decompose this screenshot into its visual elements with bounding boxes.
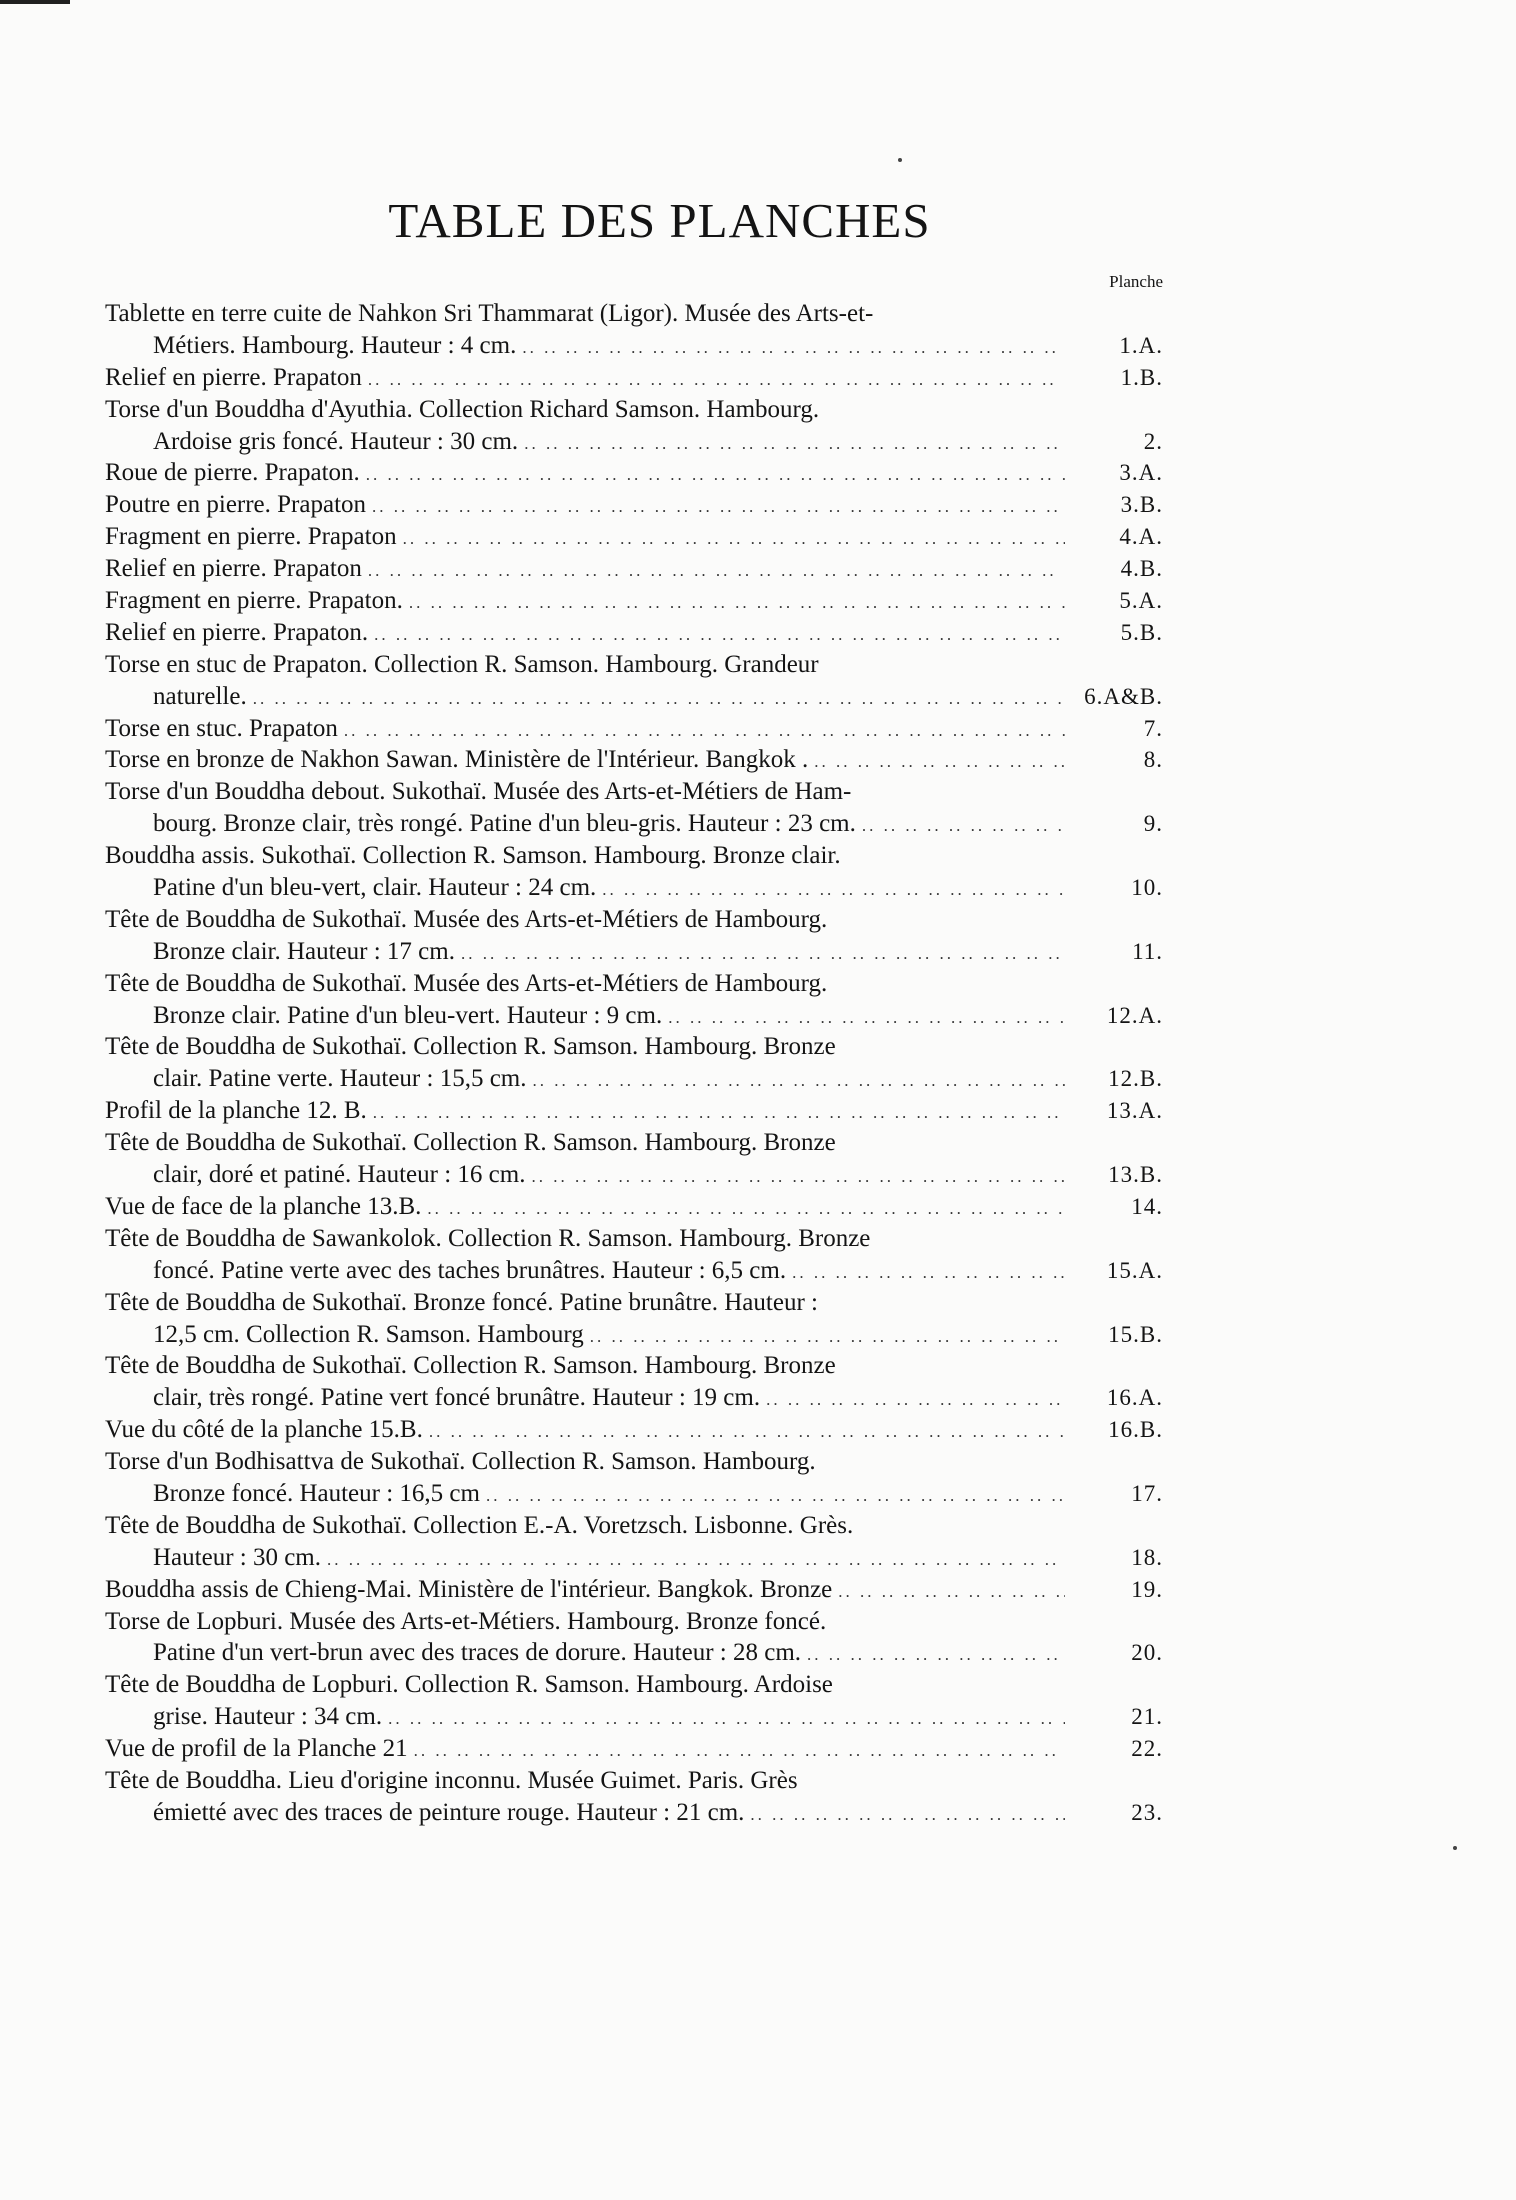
plate-number: 16.A.: [1106, 1385, 1163, 1411]
plate-entry-line: [105, 394, 1163, 426]
plate-entry: [105, 298, 1163, 362]
dot-leader: [862, 810, 1065, 842]
plate-entry-line: [105, 840, 1163, 872]
plate-entry-line: [105, 1510, 1163, 1542]
dot-leader: [368, 555, 1065, 587]
dot-leader: [668, 1002, 1065, 1034]
plate-entry-line: [105, 808, 1163, 840]
dot-leader: [429, 1416, 1065, 1448]
plate-description: Tablette en terre cuite de Nahkon Sri Thammarat (Ligor). Musée des Arts-et-: [105, 300, 874, 327]
dot-leader: [531, 1161, 1065, 1193]
plate-description: clair. Patine verte. Hauteur : 15,5 cm.: [153, 1065, 527, 1093]
plate-entry-line: [105, 1414, 1163, 1446]
plate-description: Tête de Bouddha de Lopburi. Collection R. Samson. Hambourg. Ardoise: [105, 1671, 833, 1699]
dot-leader: [409, 587, 1065, 619]
plate-number: 11.: [1132, 938, 1163, 964]
dot-leader: [814, 746, 1065, 778]
plate-entry-line: [105, 1701, 1163, 1733]
plate-entry: [105, 840, 1163, 904]
dot-leader: [427, 1193, 1065, 1225]
plate-entry-line: [105, 1669, 1163, 1701]
plate-entry: [105, 521, 1163, 553]
plate-number: 14.: [1131, 1193, 1163, 1219]
plate-description: émietté avec des traces de peinture rouge. Hauteur : 21 cm.: [153, 1798, 745, 1826]
plate-description: Torse de Lopburi. Musée des Arts-et-Métiers. Hambourg. Bronze foncé.: [105, 1607, 827, 1635]
plate-description: Torse en stuc. Prapaton: [105, 714, 338, 742]
plate-entry: [105, 585, 1163, 617]
plate-entry-line: [105, 1127, 1163, 1159]
dot-leader: [414, 1735, 1065, 1767]
plate-number: 7.: [1143, 715, 1163, 741]
dot-leader: [602, 874, 1065, 906]
plate-entry-line: [105, 1542, 1163, 1574]
plate-entry-line: [105, 585, 1163, 617]
plate-number: 23.: [1131, 1799, 1163, 1825]
plate-entry: [105, 1350, 1163, 1414]
plate-entry-line: [105, 968, 1163, 1000]
plate-entry-line: [105, 1319, 1163, 1351]
plate-description: 12,5 cm. Collection R. Samson. Hambourg: [153, 1320, 584, 1348]
dot-leader: [368, 364, 1065, 396]
plate-number: 12.B.: [1108, 1066, 1163, 1092]
plate-description: Vue de face de la planche 13.B.: [105, 1192, 422, 1220]
plates-list: [105, 298, 1163, 1829]
plate-number: 20.: [1131, 1640, 1163, 1666]
dot-leader: [766, 1384, 1065, 1416]
plate-entry: [105, 394, 1163, 458]
plate-entry-line: [105, 744, 1163, 776]
plate-description: Bronze clair. Hauteur : 17 cm.: [153, 937, 455, 965]
plate-description: Tête de Bouddha de Sukothaï. Bronze foncé. Patine brunâtre. Hauteur :: [105, 1288, 818, 1316]
plate-entry-line: [105, 1287, 1163, 1319]
plate-description: naturelle.: [153, 682, 247, 710]
plate-entry-line: [105, 1159, 1163, 1191]
plate-number: 6.A&B.: [1084, 683, 1163, 709]
plate-number: 13.A.: [1106, 1098, 1163, 1124]
plate-number: 21.: [1131, 1704, 1163, 1730]
plate-description: Relief en pierre. Prapaton: [105, 363, 362, 391]
plate-column-header: Planche: [1109, 272, 1163, 291]
plate-number: 16.B.: [1108, 1417, 1163, 1443]
plate-description: Tête de Bouddha. Lieu d'origine inconnu. Musée Guimet. Paris. Grès: [105, 1766, 798, 1794]
dot-leader: [388, 1703, 1065, 1735]
scan-speck: [898, 158, 902, 162]
plate-description: Métiers. Hambourg. Hauteur : 4 cm.: [153, 331, 517, 359]
plate-entry-line: [105, 553, 1163, 585]
dot-leader: [792, 1257, 1065, 1289]
dot-leader: [750, 1799, 1065, 1831]
plate-description: Tête de Bouddha de Sukothaï. Collection E.-A. Voretzsch. Lisbonne. Grès.: [105, 1511, 854, 1539]
plate-number: 8.: [1143, 747, 1163, 773]
plate-description: Poutre en pierre. Prapaton: [105, 491, 367, 519]
plate-entry-line: [105, 1446, 1163, 1478]
plate-number: 17.: [1131, 1480, 1163, 1506]
plate-entry: [105, 1574, 1163, 1606]
plate-number: 4.A.: [1119, 524, 1163, 550]
plate-entry: [105, 617, 1163, 649]
plate-description: Bouddha assis de Chieng-Mai. Ministère de l'intérieur. Bangkok. Bronze: [105, 1575, 833, 1603]
plate-entry-line: [105, 426, 1163, 458]
plate-description: Bronze clair. Patine d'un bleu-vert. Hauteur : 9 cm.: [153, 1001, 663, 1029]
dot-leader: [366, 459, 1065, 491]
plate-entry-line: [105, 904, 1163, 936]
plate-entry: [105, 1765, 1163, 1829]
plate-entry: [105, 1223, 1163, 1287]
dot-leader: [486, 1480, 1065, 1512]
plate-number: 10.: [1131, 875, 1163, 901]
plate-number: 2.: [1143, 428, 1163, 454]
plate-entry: [105, 649, 1163, 713]
plate-description: Bronze foncé. Hauteur : 16,5 cm: [153, 1479, 480, 1507]
plate-description: Patine d'un vert-brun avec des traces de dorure. Hauteur : 28 cm.: [153, 1639, 802, 1667]
plate-entry-line: [105, 1191, 1163, 1223]
scan-speck: [1453, 1846, 1457, 1850]
dot-leader: [461, 938, 1065, 970]
plate-description: Torse d'un Bouddha d'Ayuthia. Collection Richard Samson. Hambourg.: [105, 395, 820, 423]
plate-entry: [105, 489, 1163, 521]
plate-description: Torse en stuc de Prapaton. Collection R. Samson. Hambourg. Grandeur: [105, 650, 819, 678]
plate-description: grise. Hauteur : 34 cm.: [153, 1703, 383, 1731]
plate-description: Fragment en pierre. Prapaton: [105, 523, 397, 551]
plate-entry-line: [105, 521, 1163, 553]
dot-leader: [327, 1544, 1065, 1576]
dot-leader: [590, 1321, 1065, 1353]
plate-entry: [105, 1287, 1163, 1351]
plate-description: Tête de Bouddha de Sukothaï. Collection R. Samson. Hambourg. Bronze: [105, 1352, 836, 1380]
plate-entry-line: [105, 1063, 1163, 1095]
plate-description: Bouddha assis. Sukothaï. Collection R. Samson. Hambourg. Bronze clair.: [105, 842, 841, 870]
plate-entry-line: [105, 1095, 1163, 1127]
dot-leader: [522, 332, 1065, 364]
plate-entry-line: [105, 1574, 1163, 1606]
plate-entry-line: [105, 936, 1163, 968]
plate-description: Relief en pierre. Prapaton: [105, 555, 362, 583]
plate-entry-line: [105, 489, 1163, 521]
plate-entry: [105, 713, 1163, 745]
plate-description: bourg. Bronze clair, très rongé. Patine d'un bleu-gris. Hauteur : 23 cm.: [153, 810, 856, 838]
plate-entry: [105, 744, 1163, 776]
dot-leader: [253, 683, 1065, 715]
plate-entry-line: [105, 1637, 1163, 1669]
plate-description: Tête de Bouddha de Sukothaï. Musée des Arts-et-Métiers de Hambourg.: [105, 905, 828, 933]
plate-entry: [105, 362, 1163, 394]
plate-entry-line: [105, 1031, 1163, 1063]
plate-description: Torse d'un Bouddha debout. Sukothaï. Musée des Arts-et-Métiers de Ham-: [105, 778, 852, 806]
dot-leader: [403, 523, 1065, 555]
plate-number: 15.B.: [1108, 1321, 1163, 1347]
plate-entry: [105, 1414, 1163, 1446]
plate-entry-line: [105, 298, 1163, 330]
plate-number: 5.B.: [1120, 619, 1163, 645]
plate-entry: [105, 1733, 1163, 1765]
dot-leader: [524, 428, 1065, 460]
plate-entry-line: [105, 1733, 1163, 1765]
plate-entry: [105, 1095, 1163, 1127]
plate-entry-line: [105, 713, 1163, 745]
plate-entry-line: [105, 681, 1163, 713]
plate-description: Ardoise gris foncé. Hauteur : 30 cm.: [153, 427, 519, 455]
plate-entry-line: [105, 1350, 1163, 1382]
plate-entry: [105, 1606, 1163, 1670]
plate-entry-line: [105, 330, 1163, 362]
plate-description: Tête de Bouddha de Sawankolok. Collection R. Samson. Hambourg. Bronze: [105, 1224, 871, 1252]
plate-entry-line: [105, 617, 1163, 649]
plate-description: Vue du côté de la planche 15.B.: [105, 1416, 423, 1444]
plate-description: clair, doré et patiné. Hauteur : 16 cm.: [153, 1161, 526, 1189]
plate-entry: [105, 1127, 1163, 1191]
plate-number: 3.A.: [1119, 460, 1163, 486]
plate-entry-line: [105, 1797, 1163, 1829]
plate-description: Patine d'un bleu-vert, clair. Hauteur : 24 cm.: [153, 874, 597, 902]
plate-number: 1.B.: [1120, 364, 1163, 390]
plate-description: Tête de Bouddha de Sukothaï. Collection R. Samson. Hambourg. Bronze: [105, 1129, 836, 1157]
plate-description: Torse d'un Bodhisattva de Sukothaï. Collection R. Samson. Hambourg.: [105, 1448, 816, 1476]
page-title: TABLE DES PLANCHES: [388, 193, 931, 248]
plate-description: foncé. Patine verte avec des taches brunâtres. Hauteur : 6,5 cm.: [153, 1256, 787, 1284]
plate-description: Torse en bronze de Nakhon Sawan. Ministère de l'Intérieur. Bangkok .: [105, 746, 809, 774]
plate-entry-line: [105, 1765, 1163, 1797]
plate-description: clair, très rongé. Patine vert foncé brunâtre. Hauteur : 19 cm.: [153, 1384, 761, 1412]
plate-number: 3.B.: [1120, 492, 1163, 518]
plate-description: Tête de Bouddha de Sukothaï. Collection R. Samson. Hambourg. Bronze: [105, 1033, 836, 1061]
plate-entry-line: [105, 649, 1163, 681]
plate-description: Tête de Bouddha de Sukothaï. Musée des Arts-et-Métiers de Hambourg.: [105, 969, 828, 997]
plate-number: 18.: [1131, 1544, 1163, 1570]
dot-leader: [838, 1576, 1065, 1608]
plate-number: 19.: [1131, 1576, 1163, 1602]
plate-description: Fragment en pierre. Prapaton.: [105, 587, 403, 615]
plate-number: 4.B.: [1120, 556, 1163, 582]
plate-entry: [105, 968, 1163, 1032]
plate-number: 12.A.: [1106, 1002, 1163, 1028]
plate-entry: [105, 1669, 1163, 1733]
plate-description: Vue de profil de la Planche 21: [105, 1735, 408, 1763]
plate-number: 13.B.: [1108, 1162, 1163, 1188]
plate-entry: [105, 1191, 1163, 1223]
plate-entry-line: [105, 362, 1163, 394]
dot-leader: [533, 1065, 1066, 1097]
plate-entry-line: [105, 1478, 1163, 1510]
plate-entry: [105, 776, 1163, 840]
plate-entry-line: [105, 457, 1163, 489]
plate-description: Relief en pierre. Prapaton.: [105, 618, 369, 646]
plate-entry-line: [105, 1000, 1163, 1032]
plate-description: Roue de pierre. Prapaton.: [105, 459, 360, 487]
plate-number: 5.A.: [1119, 588, 1163, 614]
plate-entry-line: [105, 872, 1163, 904]
dot-leader: [374, 619, 1065, 651]
plate-entry-line: [105, 1606, 1163, 1638]
plate-entry-line: [105, 776, 1163, 808]
dot-leader: [807, 1639, 1065, 1671]
plate-number: 15.A.: [1106, 1257, 1163, 1283]
plate-entry: [105, 553, 1163, 585]
plate-entry-line: [105, 1382, 1163, 1414]
plate-entry: [105, 1510, 1163, 1574]
dot-leader: [373, 1097, 1065, 1129]
plate-description: Hauteur : 30 cm.: [153, 1543, 322, 1571]
scan-edge-mark: [0, 0, 70, 4]
plate-entry: [105, 1446, 1163, 1510]
dot-leader: [372, 491, 1065, 523]
plate-entry: [105, 904, 1163, 968]
plate-number: 1.A.: [1119, 332, 1163, 358]
plate-number: 22.: [1131, 1736, 1163, 1762]
plate-entry: [105, 457, 1163, 489]
plate-entry: [105, 1031, 1163, 1095]
plate-entry-line: [105, 1223, 1163, 1255]
plate-description: Profil de la planche 12. B.: [105, 1097, 367, 1125]
plate-entry-line: [105, 1255, 1163, 1287]
plate-number: 9.: [1143, 811, 1163, 837]
dot-leader: [344, 715, 1065, 747]
